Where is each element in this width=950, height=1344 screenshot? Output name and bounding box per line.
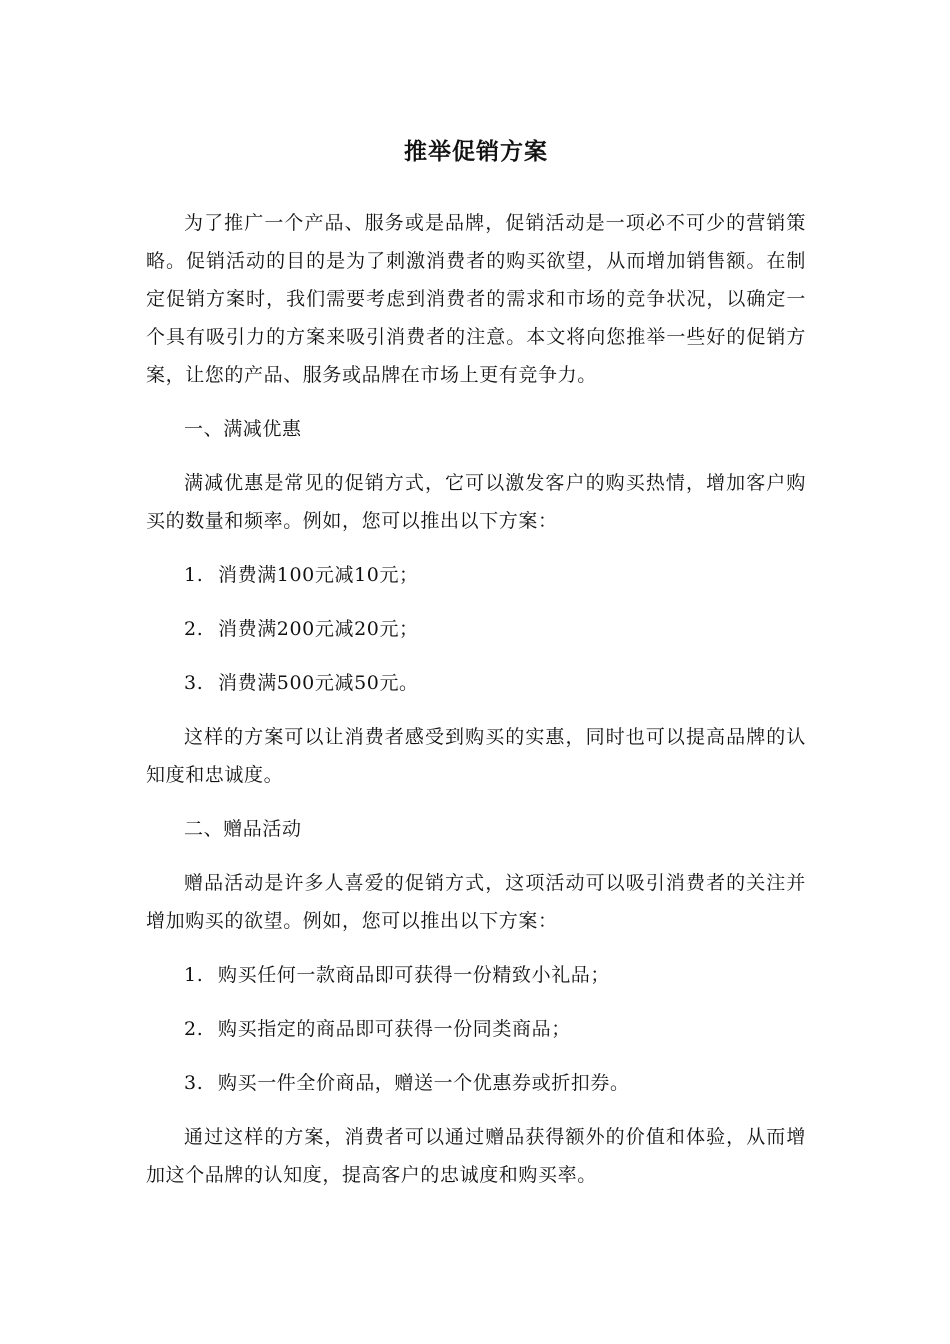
list-number: 2. <box>184 618 204 640</box>
list-text: 消费满500元减50元。 <box>218 672 419 694</box>
list-text: 消费满200元减20元； <box>218 618 419 640</box>
section-conclusion: 这样的方案可以让消费者感受到购买的实惠，同时也可以提高品牌的认知度和忠诚度。 <box>146 726 806 786</box>
list-text: 购买一件全价商品，赠送一个优惠券或折扣券。 <box>218 1072 630 1094</box>
document-title: 推举促销方案 <box>404 139 548 165</box>
list-number: 2. <box>184 1018 204 1040</box>
section-heading-full-reduction: 一、满减优惠 <box>184 418 302 440</box>
section-heading-gift-activity: 二、赠品活动 <box>184 818 302 840</box>
document-page <box>146 130 806 1194</box>
section-description: 满减优惠是常见的促销方式，它可以激发客户的购买热情，增加客户购买的数量和频率。例如，您可以推出以下方案： <box>146 472 806 532</box>
list-number: 1. <box>184 564 204 586</box>
section-description: 赠品活动是许多人喜爱的促销方式，这项活动可以吸引消费者的关注并增加购买的欲望。例如，您可以推出以下方案： <box>146 872 806 932</box>
list-item <box>146 664 806 702</box>
intro-paragraph: 为了推广一个产品、服务或是品牌，促销活动是一项必不可少的营销策略。促销活动的目的是为了刺激消费者的购买欲望，从而增加销售额。在制定促销方案时，我们需要考虑到消费者的需求和市场的竞争状况，以确定一个具有吸引力的方案来吸引消费者的注意。本文将向您推举一些好的促销方案，让您的产品、服务或品牌在市场上更有竞争力。 <box>146 212 806 386</box>
list-item <box>146 1010 806 1048</box>
section-conclusion: 通过这样的方案，消费者可以通过赠品获得额外的价值和体验，从而增加这个品牌的认知度，提高客户的忠诚度和购买率。 <box>146 1126 806 1186</box>
list-item <box>146 1064 806 1102</box>
list-item <box>146 556 806 594</box>
list-number: 3. <box>184 672 204 694</box>
list-text: 购买指定的商品即可获得一份同类商品； <box>218 1018 571 1040</box>
list-number: 1. <box>184 964 204 986</box>
list-text: 消费满100元减10元； <box>218 564 419 586</box>
list-item <box>146 610 806 648</box>
list-number: 3. <box>184 1072 204 1094</box>
list-item <box>146 956 806 994</box>
list-text: 购买任何一款商品即可获得一份精致小礼品； <box>218 964 611 986</box>
